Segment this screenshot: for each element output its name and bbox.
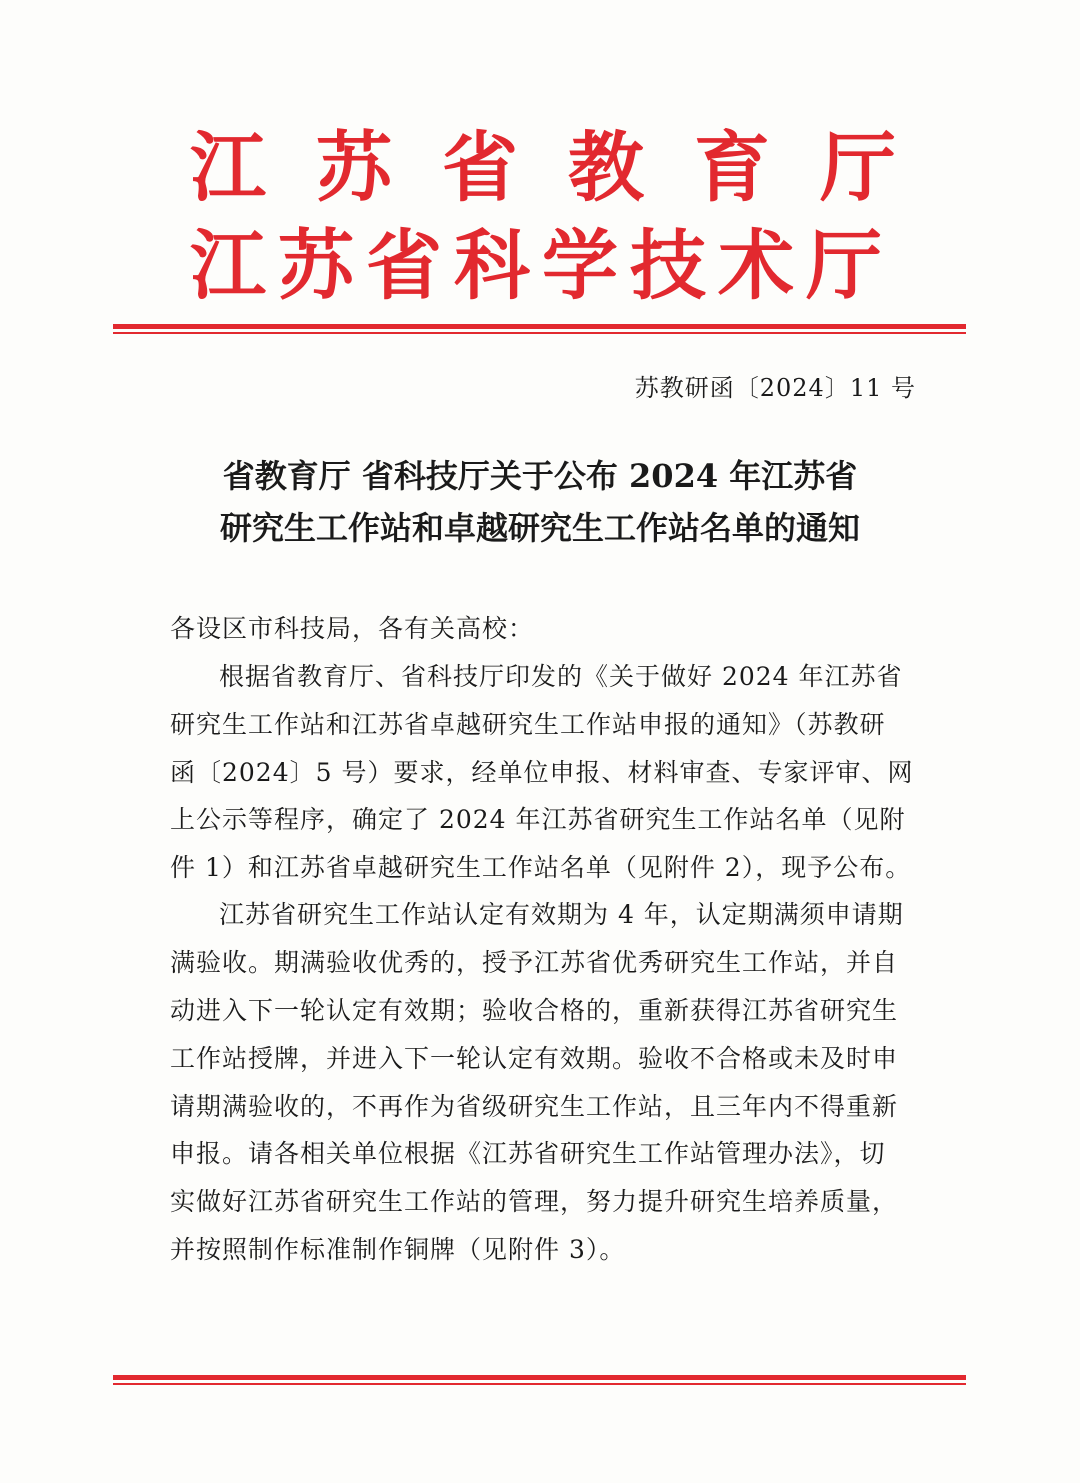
paragraph-2-line: 满验收。期满验收优秀的，授予江苏省优秀研究生工作站，并自 bbox=[170, 948, 899, 977]
document-number: 苏教研函〔2024〕11 号 bbox=[634, 374, 916, 402]
footer-red-rule bbox=[113, 1375, 966, 1385]
paragraph-2-line: 江苏省研究生工作站认定有效期为 4 年，认定期满须申请期 bbox=[219, 900, 904, 929]
paragraph-2-line: 实做好江苏省研究生工作站的管理，努力提升研究生培养质量， bbox=[170, 1187, 899, 1216]
paragraph-2-line: 动进入下一轮认定有效期；验收合格的，重新获得江苏省研究生 bbox=[170, 996, 899, 1025]
document-title-line-1: 省教育厅 省科技厅关于公布 2024 年江苏省 bbox=[222, 457, 858, 495]
issuer-name-science-dept: 江苏省科学技术厅 bbox=[190, 221, 894, 310]
paragraph-2-line: 请期满验收的，不再作为省级研究生工作站，且三年内不得重新 bbox=[170, 1092, 899, 1121]
header-red-rule bbox=[113, 324, 966, 334]
paragraph-1-line: 根据省教育厅、省科技厅印发的《关于做好 2024 年江苏省 bbox=[219, 662, 903, 691]
issuer-name-education-dept: 江苏省教育厅 bbox=[190, 123, 946, 212]
paragraph-2-line: 并按照制作标准制作铜牌（见附件 3）。 bbox=[170, 1235, 626, 1264]
paragraph-1-line: 研究生工作站和江苏省卓越研究生工作站申报的通知》（苏教研 bbox=[170, 710, 886, 739]
document-title-line-2: 研究生工作站和卓越研究生工作站名单的通知 bbox=[219, 509, 860, 547]
paragraph-1-line: 件 1）和江苏省卓越研究生工作站名单（见附件 2），现予公布。 bbox=[170, 853, 912, 882]
paragraph-1-line: 函〔2024〕5 号）要求，经单位申报、材料审查、专家评审、网 bbox=[170, 758, 914, 787]
salutation: 各设区市科技局，各有关高校： bbox=[170, 614, 535, 643]
paragraph-2-line: 申报。请各相关单位根据《江苏省研究生工作站管理办法》，切 bbox=[170, 1139, 886, 1168]
paragraph-2-line: 工作站授牌，并进入下一轮认定有效期。验收不合格或未及时申 bbox=[170, 1044, 899, 1073]
paragraph-1-line: 上公示等程序，确定了 2024 年江苏省研究生工作站名单（见附 bbox=[170, 805, 906, 834]
